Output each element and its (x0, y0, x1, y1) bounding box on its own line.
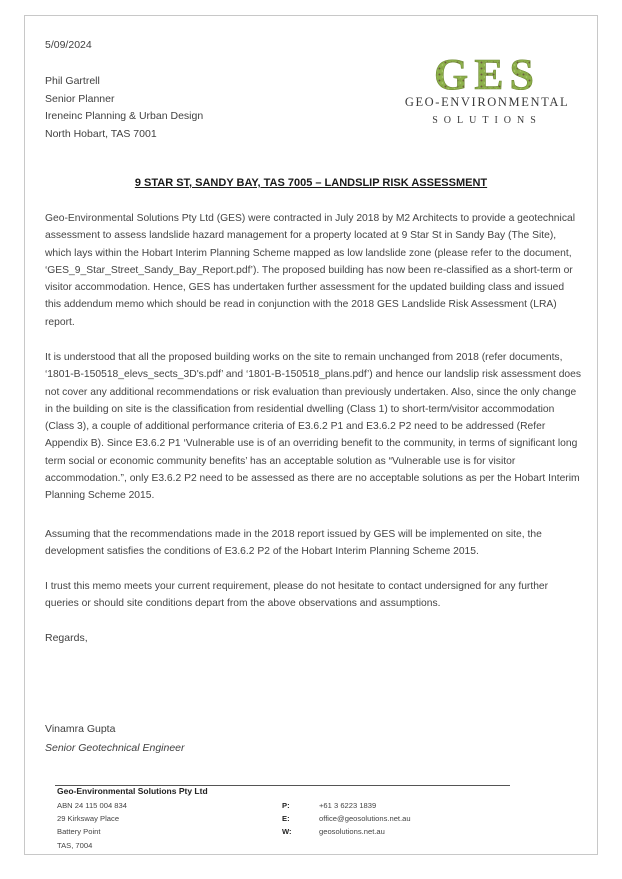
footer-contact (282, 799, 411, 839)
paragraph-3: Assuming that the recommendations made in the 2018 report issued by GES will be implemented on site, the development satisfies the conditions of E3.6.2 P2 of the Hobart Interim Planning Scheme 2015. (45, 529, 542, 558)
footer-web (282, 825, 411, 838)
recipient-role: Senior Planner (45, 92, 115, 105)
ges-logo (398, 55, 576, 133)
logo-line-geo-environmental: GEO-ENVIRONMENTAL (404, 95, 570, 109)
recipient-location: North Hobart, TAS 7001 (45, 127, 157, 140)
footer-phone (282, 799, 411, 812)
footer-web-value: geosolutions.net.au (319, 827, 385, 837)
footer-phone-value: +61 3 6223 1839 (319, 801, 377, 810)
signature-block (45, 720, 185, 758)
ges-logo-letters (420, 55, 554, 93)
footer-web-label: W: (282, 827, 292, 837)
footer-email (282, 812, 411, 825)
memo-title: 9 STAR ST, SANDY BAY, TAS 7005 – LANDSLIP RISK ASSESSMENT (134, 177, 488, 189)
recipient-company: Ireneinc Planning & Urban Design (45, 110, 204, 122)
logo-line-solutions: SOLUTIONS (432, 115, 542, 126)
footer-email-value: office@geosolutions.net.au (319, 814, 411, 824)
footer-address (57, 799, 127, 852)
paragraph-4: I trust this memo meets your current requirement, please do not hesitate to contact undersigned for any further queries or should site conditions depart from the above observations and assumptions. (45, 581, 549, 610)
svg-text:GES: GES (433, 55, 541, 93)
signer-name: Vinamra Gupta (45, 723, 116, 735)
letter-date: 5/09/2024 (45, 39, 92, 51)
footer-phone-label: P: (282, 801, 290, 810)
footer-email-label: E: (282, 814, 290, 824)
footer-abn: ABN 24 115 004 834 (57, 801, 127, 810)
recipient-block (45, 73, 203, 143)
paragraph-2: It is understood that all the proposed building works on the site to remain unchanged from 2018 (refer documents, ‘1801-B-150518_elevs_sects_3D's.pdf’ and ‘1801-B-150518_plans.pdf’) and hence our landslip risk assessment does not cover any additional recommendations or risk evaluation than previously undertaken. Also, since the only change in the building on site is the classification from residential dwelling (Class 1) to short-term/visitor accommodation (Class 3), a couple of additional performance criteria of E3.6.2 P1 and E3.6.2 P2 need to be addressed (Refer Appendix B). Since E3.6.2 P1 ‘Vulnerable use is of an overriding benefit to the community, in terms of significant long term social or economic community benefits’ has an acceptable solution as “Vulnerable use is for visitor accommodation.”, only E3.6.2 P2 need to be assessed as there are no acceptable solutions as per the Hobart Interim Planning Scheme 2015. (45, 352, 582, 502)
signer-role: Senior Geotechnical Engineer (45, 742, 185, 754)
closing: Regards, (45, 632, 88, 644)
recipient-name: Phil Gartrell (45, 75, 100, 87)
paragraph-1: Geo-Environmental Solutions Pty Ltd (GES) were contracted in July 2018 by M2 Architects to provide a geotechnical assessment to assess landslide hazard management for a property located at 9 Star St in Sandy Bay (The Site), which lays within the Hobart Interim Planning Scheme mapped as low landslide zone (please refer to the document, ‘GES_9_Star_Street_Sandy_Bay_Report.pdf’). The proposed building has now been re-classified as a short-term or visitor accommodation. Hence, GES has undertaken further assessment for the updated building class and issued this addendum memo which should be read in conjunction with the 2018 GES Landslide Risk Assessment (LRA) report. (45, 213, 575, 328)
footer-suburb: Battery Point (57, 827, 101, 837)
footer-state: TAS, 7004 (57, 840, 93, 850)
footer-company: Geo-Environmental Solutions Pty Ltd (57, 786, 208, 796)
footer-street: 29 Kirksway Place (57, 814, 120, 824)
